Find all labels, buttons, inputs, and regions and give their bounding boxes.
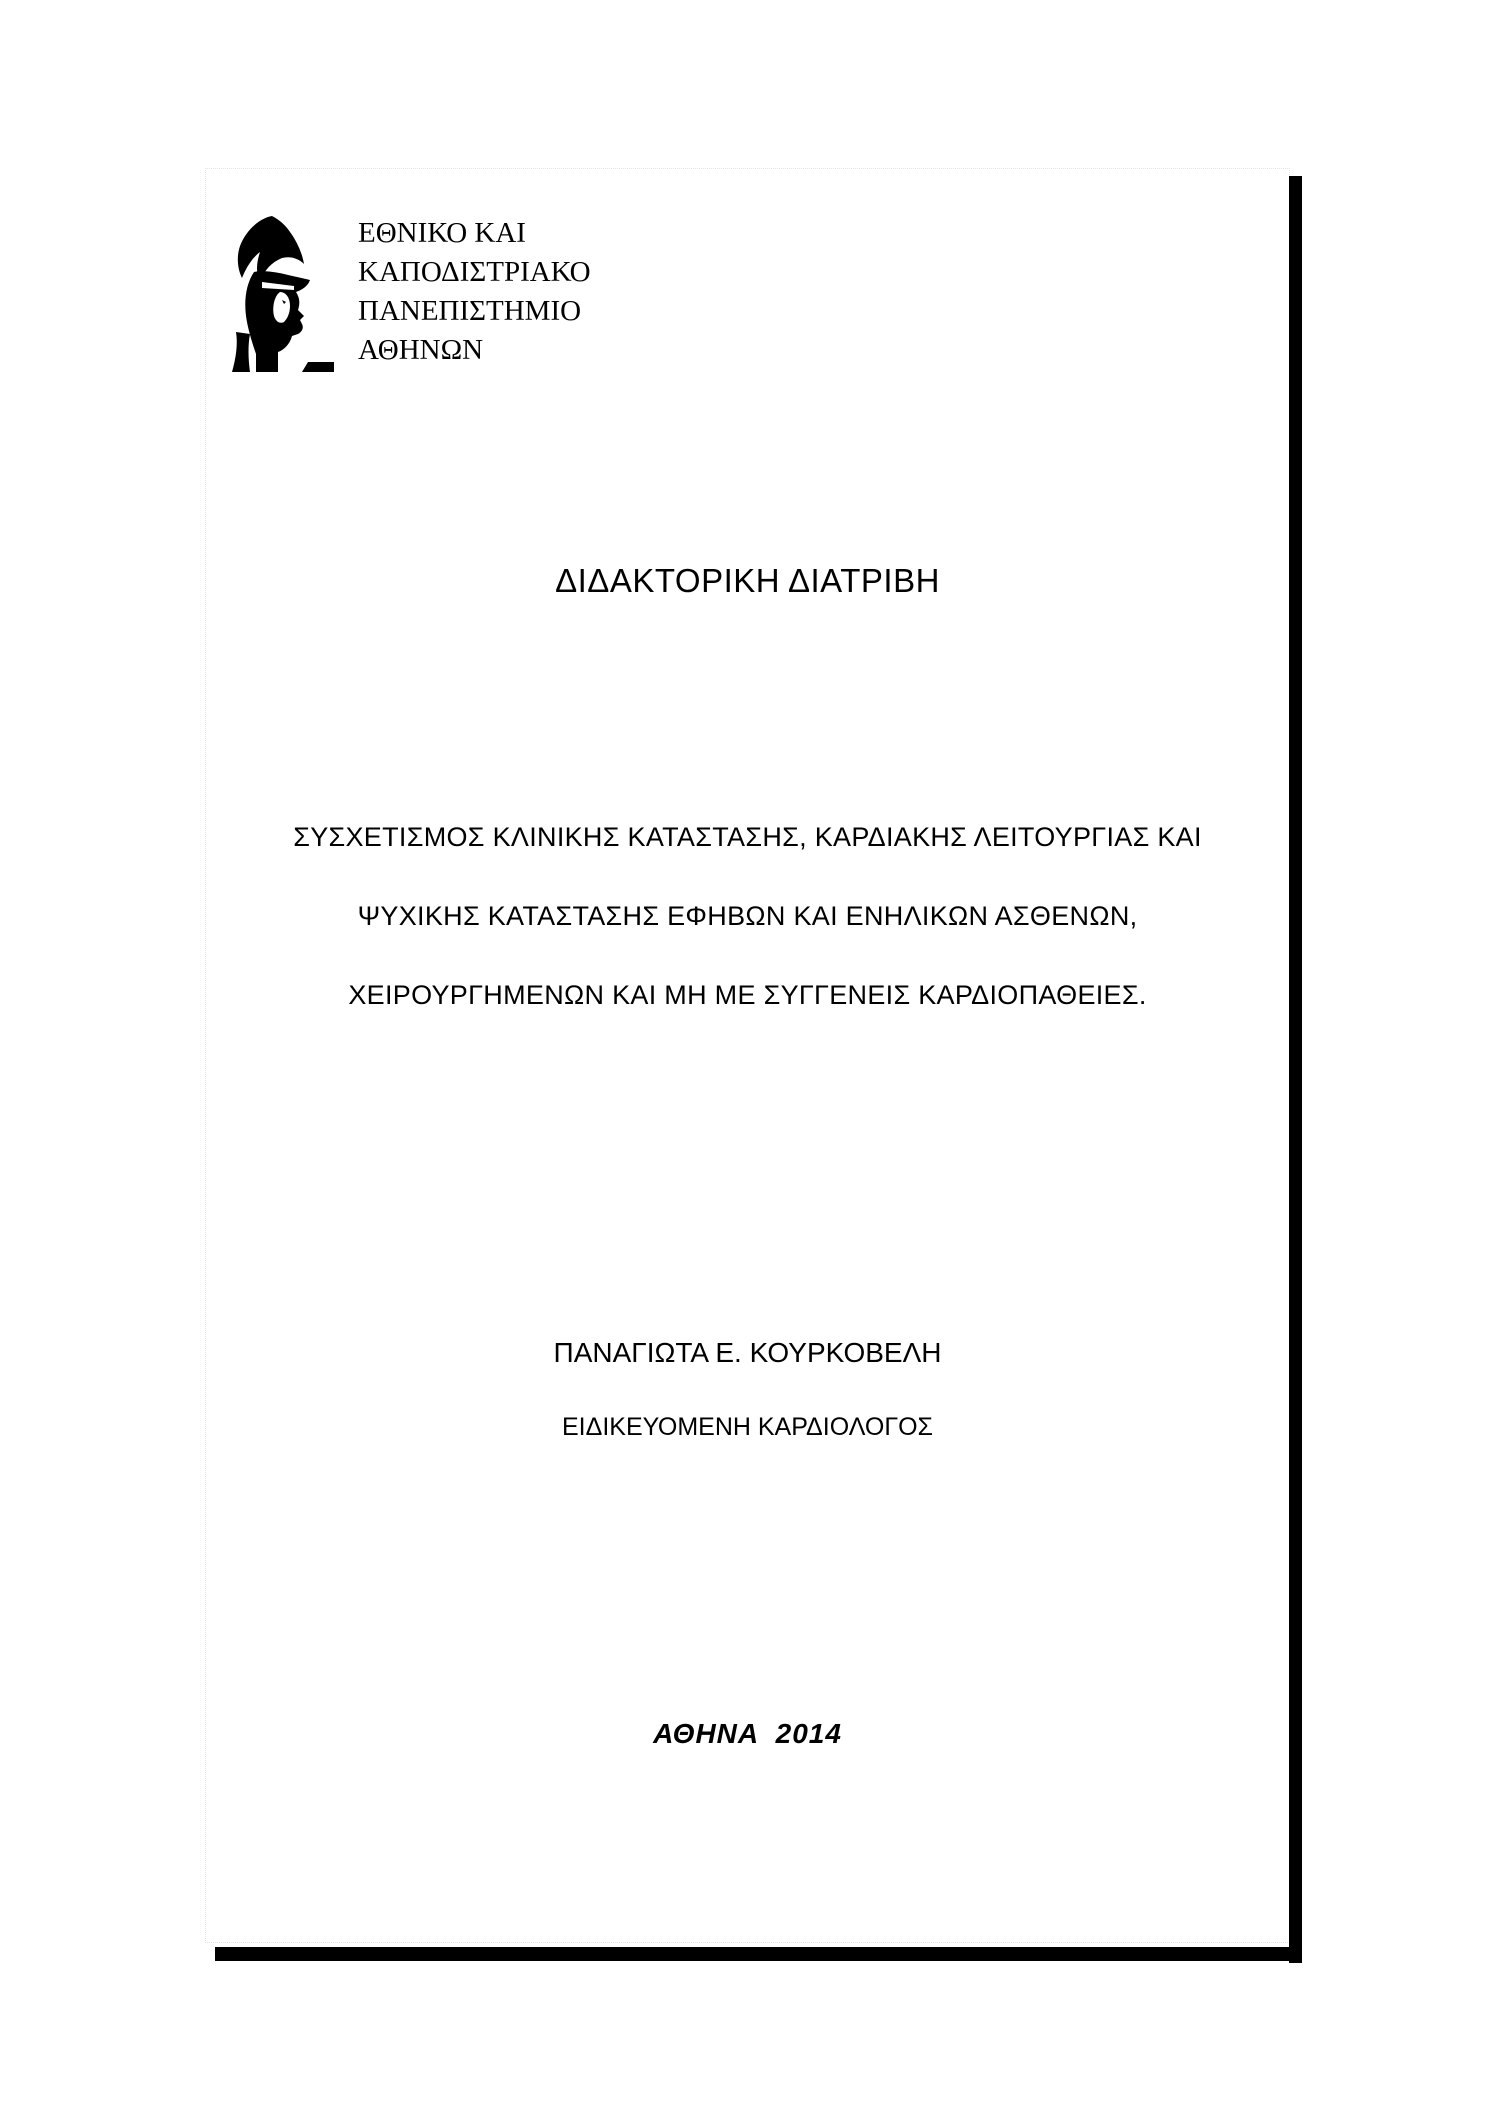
university-name-line: ΑΘΗΝΩΝ — [358, 334, 484, 366]
university-name-line: ΚΑΠΟΔΙΣΤΡΙΑΚΟ — [358, 256, 591, 288]
author-name: ΠΑΝΑΓΙΩΤΑ Ε. ΚΟΥΡΚΟΒΕΛΗ — [553, 1337, 942, 1368]
page-shadow-bottom — [215, 1947, 1302, 1961]
place-date: ΑΘΗΝΑ 2014 — [653, 1718, 842, 1749]
author-role: ΕΙΔΙΚΕΥΟΜΕΝΗ ΚΑΡΔΙΟΛΟΓΟΣ — [562, 1413, 933, 1441]
university-name-line: ΕΘΝΙΚΟ ΚΑΙ — [358, 217, 526, 249]
page-frame — [205, 168, 1290, 1943]
page-shadow-right — [1289, 176, 1302, 1963]
thesis-title-line-3: ΧΕΙΡΟΥΡΓΗΜΕΝΩΝ ΚΑΙ ΜΗ ΜΕ ΣΥΓΓΕΝΕΙΣ ΚΑΡΔΙΟΠΑΘΕΙΕΣ. — [348, 980, 1147, 1010]
university-name-line: ΠΑΝΕΠΙΣΤΗΜΙΟ — [358, 295, 582, 327]
document-type: ΔΙΔΑΚΤΟΡΙΚΗ ΔΙΑΤΡΙΒΗ — [555, 562, 940, 599]
university-name — [358, 214, 591, 370]
thesis-title-line-1: ΣΥΣΧΕΤΙΣΜΟΣ ΚΛΙΝΙΚΗΣ ΚΑΤΑΣΤΑΣΗΣ, ΚΑΡΔΙΑΚΗΣ ΛΕΙΤΟΥΡΓΙΑΣ ΚΑΙ — [293, 822, 1202, 852]
thesis-title-line-2: ΨΥΧΙΚΗΣ ΚΑΤΑΣΤΑΣΗΣ ΕΦΗΒΩΝ ΚΑΙ ΕΝΗΛΙΚΩΝ ΑΣΘΕΝΩΝ, — [357, 901, 1138, 931]
athena-head-logo-icon — [232, 212, 334, 372]
